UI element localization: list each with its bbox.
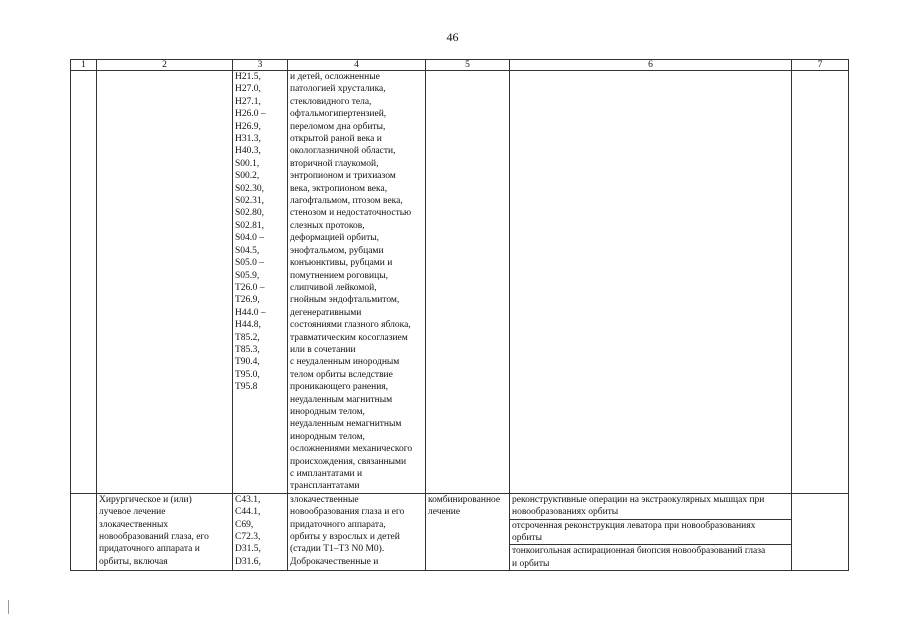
text-line: новообразований глаза, его (99, 532, 209, 543)
scan-edge-mark (8, 600, 9, 614)
medical-care-table (70, 59, 849, 571)
text-line: S02.81, (235, 220, 265, 231)
text-line: века, эктропионом века, (290, 183, 388, 194)
text-line: слипчивой лейкомой, (290, 282, 377, 293)
text-line: H31.3, (235, 134, 261, 145)
norm-cell (792, 493, 849, 570)
text-line: лечение (428, 507, 461, 518)
text-line: или в сочетании (290, 344, 356, 355)
text-line: S02.30, (235, 183, 265, 194)
text-line: Хирургическое и (или) (99, 494, 192, 505)
text-line: (стадии T1–T3 N0 M0). (290, 544, 385, 555)
text-line: T85.2, (235, 332, 260, 343)
text-line: S02.31, (235, 196, 265, 207)
text-line: комбинированное (428, 494, 501, 505)
text-line: с имплантатами и (290, 469, 363, 479)
text-line: T95.0, (235, 369, 260, 380)
text-line: H27.0, (235, 84, 261, 95)
text-line: конъюнктивы, рубцами и (290, 258, 393, 269)
text-line: T90.4, (235, 357, 260, 368)
text-line: энтропионом и трихиазом (290, 171, 396, 182)
text-line: открытой раной века и (290, 134, 382, 145)
text-line: лагофтальмом, птозом века, (290, 196, 403, 207)
text-line: энофтальмом, рубцами (290, 245, 384, 256)
table-row (71, 71, 849, 494)
text-line: окологлазничной области, (290, 146, 396, 157)
text-line: стенозом и недостаточностью (290, 208, 412, 219)
text-line: S00.2, (235, 171, 260, 182)
text-line: T85.3, (235, 344, 260, 355)
table-row (71, 493, 849, 570)
text-line: злокачественных (99, 519, 169, 530)
text-line: S05.9, (235, 270, 260, 281)
text-line: состояниями глазного яблока, (290, 320, 411, 331)
text-line: переломом дна орбиты, (290, 121, 386, 132)
column-number: 1 (71, 60, 97, 71)
text-line: C69, (235, 519, 254, 530)
text-line: реконструктивные операции на экстраокулярных мышцах при (512, 494, 765, 505)
text-line: C44.1, (235, 507, 261, 518)
text-line: трансплантатами (290, 481, 360, 492)
row-index-cell (71, 71, 97, 494)
text-line: C43.1, (235, 494, 261, 505)
column-number: 4 (288, 60, 426, 71)
profile-cell (97, 493, 233, 570)
text-line: орбиты у взрослых и детей (290, 532, 400, 543)
page-number: 46 (446, 30, 459, 44)
method-item (510, 545, 791, 570)
text-line: H27.1, (235, 96, 261, 107)
column-number-row (71, 60, 849, 71)
text-line: орбиты (512, 533, 542, 544)
column-number: 7 (792, 60, 849, 71)
text-line: придаточного аппарата, (290, 519, 386, 530)
text-line: помутнением роговицы, (290, 270, 388, 281)
text-line: злокачественные (290, 494, 359, 505)
text-line: S05.0 – (235, 258, 265, 269)
text-line: происхождения, связанными (290, 456, 407, 467)
treatment-method-cell (510, 71, 792, 494)
text-line: тонкоигольная аспирационная биопсия новообразований глаза (512, 546, 766, 557)
text-line: неудаленным магнитным (290, 394, 393, 405)
text-line: слезных протоков, (290, 220, 365, 231)
treatment-method-cell (510, 493, 792, 570)
text-line: H40.3, (235, 146, 261, 157)
profile-cell (97, 71, 233, 494)
treatment-type-cell (426, 71, 510, 494)
text-line: новообразования глаза и его (290, 507, 405, 518)
text-line: инородным телом, (290, 406, 365, 417)
text-line: и детей, осложненные (290, 72, 380, 82)
column-number: 6 (510, 60, 792, 71)
text-line: H44.0 – (235, 307, 266, 318)
icd-codes-cell (233, 493, 288, 570)
text-line: D31.5, (235, 544, 261, 555)
text-line: T26.0 – (235, 282, 265, 293)
text-line: D31.6, (235, 556, 261, 567)
text-line: инородным телом, (290, 431, 365, 442)
text-line: деформацией орбиты, (290, 233, 380, 244)
text-line: офтальмогипертензией, (290, 109, 387, 120)
text-line: C72.3, (235, 532, 261, 543)
text-line: S00.1, (235, 158, 260, 169)
method-item (510, 494, 791, 520)
column-number: 5 (426, 60, 510, 71)
method-item (510, 520, 791, 546)
text-line: неудаленным немагнитным (290, 419, 402, 430)
text-line: с неудаленным инородным (290, 357, 400, 368)
norm-cell (792, 71, 849, 494)
text-line: H21.5, (235, 72, 261, 82)
text-line: H44.8, (235, 320, 261, 331)
text-line: S04.5, (235, 245, 260, 256)
text-line: T26.9, (235, 295, 260, 306)
treatment-type-cell (426, 493, 510, 570)
text-line: дегенеративными (290, 307, 362, 318)
text-line: T95.8 (235, 382, 258, 393)
icd-codes-cell (233, 71, 288, 494)
text-line: орбиты, включая (99, 556, 168, 567)
patient-model-cell (288, 71, 426, 494)
text-line: осложнениями механического (290, 444, 413, 455)
text-line: гнойным эндофтальмитом, (290, 295, 400, 306)
text-line: патологией хрусталика, (290, 84, 386, 95)
text-line: вторичной глаукомой, (290, 158, 379, 169)
patient-model-cell (288, 493, 426, 570)
text-line: S02.80, (235, 208, 265, 219)
text-line: H26.0 – (235, 109, 266, 120)
text-line: и орбиты (512, 558, 550, 569)
text-line: проникающего ранения, (290, 382, 389, 393)
text-line: стекловидного тела, (290, 96, 372, 107)
text-line: травматическим косоглазием (290, 332, 408, 343)
text-line: телом орбиты вследствие (290, 369, 393, 380)
column-number: 2 (97, 60, 233, 71)
row-index-cell (71, 493, 97, 570)
text-line: H26.9, (235, 121, 261, 132)
text-line: новообразованиях орбиты (512, 507, 619, 518)
text-line: отсроченная реконструкция леватора при новообразованиях (512, 520, 756, 531)
text-line: S04.0 – (235, 233, 265, 244)
text-line: Доброкачественные и (290, 556, 379, 567)
column-number: 3 (233, 60, 288, 71)
text-line: лучевое лечение (99, 507, 166, 518)
text-line: придаточного аппарата и (99, 544, 200, 555)
